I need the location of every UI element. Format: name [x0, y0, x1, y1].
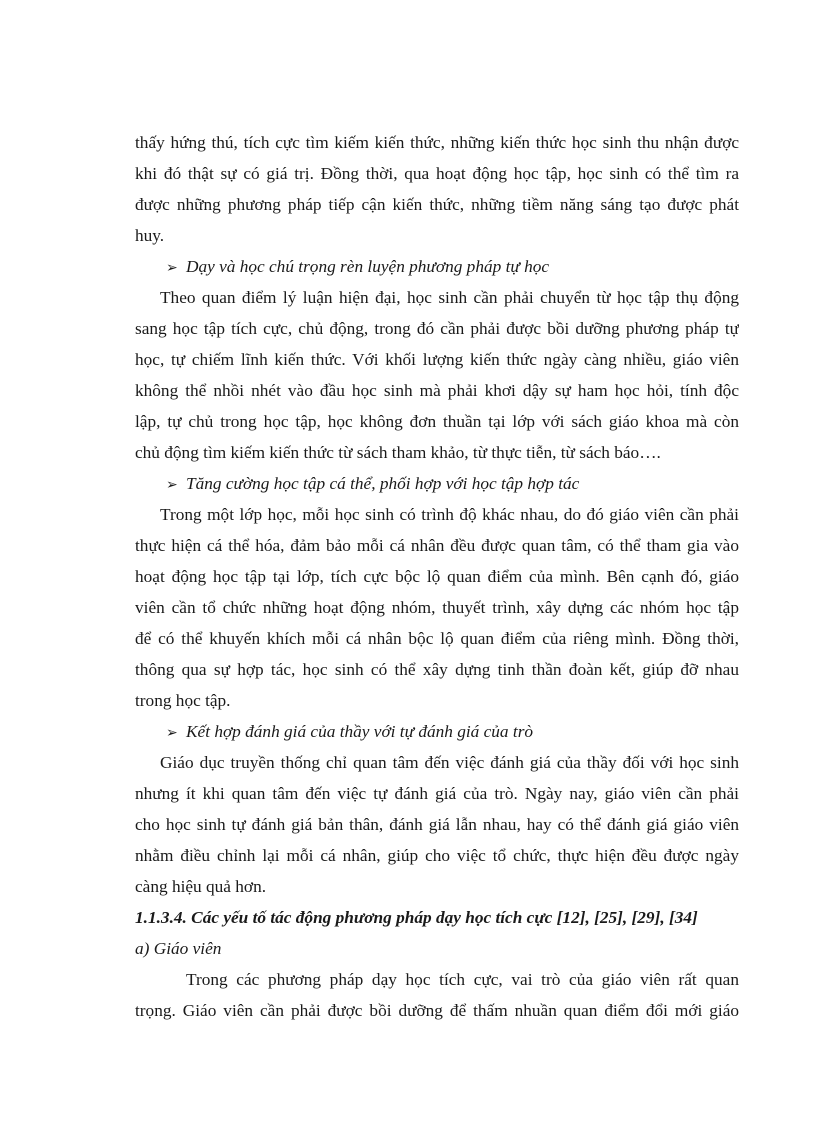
text-line: thấy hứng thú, tích cực tìm kiếm kiến thức, những kiến thức học sinh thu nhận được: [135, 133, 739, 152]
text-line: cho học sinh tự đánh giá bản thân, đánh giá lẫn nhau, hay có thể đánh giá giáo viên: [135, 815, 739, 834]
bullet-text: Dạy và học chú trọng rèn luyện phương pháp tự học: [186, 257, 550, 276]
section-heading: 1.1.3.4. Các yếu tố tác động phương pháp dạy học tích cực [12], [25], [29], [34]: [135, 908, 698, 927]
text-line: trong học tập.: [135, 691, 231, 710]
bullet-heading-assessment: [135, 716, 739, 747]
text-line: viên cần tổ chức những hoạt động nhóm, thuyết trình, xây dựng các nhóm học tập: [135, 598, 739, 617]
text-line: thông qua sự hợp tác, học sinh có thể xây dựng tinh thần đoàn kết, giúp đỡ nhau: [135, 660, 739, 679]
text-line: chủ động tìm kiếm kiến thức từ sách tham khảo, từ thực tiễn, từ sách báo….: [135, 443, 661, 462]
arrow-bullet-icon: ➢: [166, 726, 178, 741]
text-line: thực hiện cá thể hóa, đảm bảo mỗi cá nhân đều được quan tâm, có thể tham gia vào: [135, 536, 739, 555]
text-line: không thể nhồi nhét vào đầu học sinh mà phải khơi dậy sự ham học hỏi, tính độc: [135, 381, 739, 400]
text-line: sang học tập tích cực, chủ động, trong đó cần phải được bồi dưỡng phương pháp tự: [135, 319, 739, 338]
bullet-text: Tăng cường học tập cá thể, phối hợp với học tập hợp tác: [186, 474, 580, 493]
text-line: lập, tự chủ trong học tập, học không đơn thuần tại lớp với sách giáo khoa mà còn: [135, 412, 739, 431]
paragraph-3: [135, 499, 739, 716]
arrow-bullet-icon: ➢: [166, 261, 178, 276]
paragraph-4: [135, 747, 739, 902]
page-body: [135, 127, 739, 1026]
text-line: hoạt động học tập tại lớp, tích cực bộc lộ quan điểm của mình. Bên cạnh đó, giáo: [135, 567, 739, 586]
arrow-bullet-icon: ➢: [166, 478, 178, 493]
paragraph-1: [135, 127, 739, 251]
bullet-heading-individual-learning: [135, 468, 739, 499]
text-line: được những phương pháp tiếp cận kiến thức, những tiềm năng sáng tạo được phát: [135, 195, 739, 214]
text-line: trọng. Giáo viên cần phải được bồi dưỡng để thấm nhuần quan điểm đổi mới giáo: [135, 1001, 739, 1020]
text-line: nhằm điều chỉnh lại mỗi cá nhân, giúp cho việc tổ chức, thực hiện đều được ngày: [135, 846, 739, 865]
text-line: Theo quan điểm lý luận hiện đại, học sinh cần phải chuyển từ học tập thụ động: [160, 288, 739, 307]
text-line: khi đó thật sự có giá trị. Đồng thời, qua hoạt động học tập, học sinh có thể tìm ra: [135, 164, 739, 183]
text-line: Trong các phương pháp dạy học tích cực, vai trò của giáo viên rất quan: [186, 970, 739, 989]
subsection-heading: a) Giáo viên: [135, 939, 222, 958]
text-line: huy.: [135, 226, 165, 245]
paragraph-5: [135, 964, 739, 1026]
bullet-heading-self-study: [135, 251, 739, 282]
text-line: nhưng ít khi quan tâm đến việc tự đánh giá của trò. Ngày nay, giáo viên cần phải: [135, 784, 739, 803]
bullet-text: Kết hợp đánh giá của thầy với tự đánh giá của trò: [186, 722, 534, 741]
text-line: Trong một lớp học, mỗi học sinh có trình độ khác nhau, do đó giáo viên cần phải: [160, 505, 739, 524]
text-line: Giáo dục truyền thống chỉ quan tâm đến việc đánh giá của thầy đối với học sinh: [160, 753, 739, 772]
paragraph-2: [135, 282, 739, 468]
text-line: để có thể khuyến khích mỗi cá nhân bộc lộ quan điểm của riêng mình. Đồng thời,: [135, 629, 739, 648]
text-line: học, tự chiếm lĩnh kiến thức. Với khối lượng kiến thức ngày càng nhiều, giáo viên: [135, 350, 739, 369]
text-line: càng hiệu quả hơn.: [135, 877, 267, 896]
